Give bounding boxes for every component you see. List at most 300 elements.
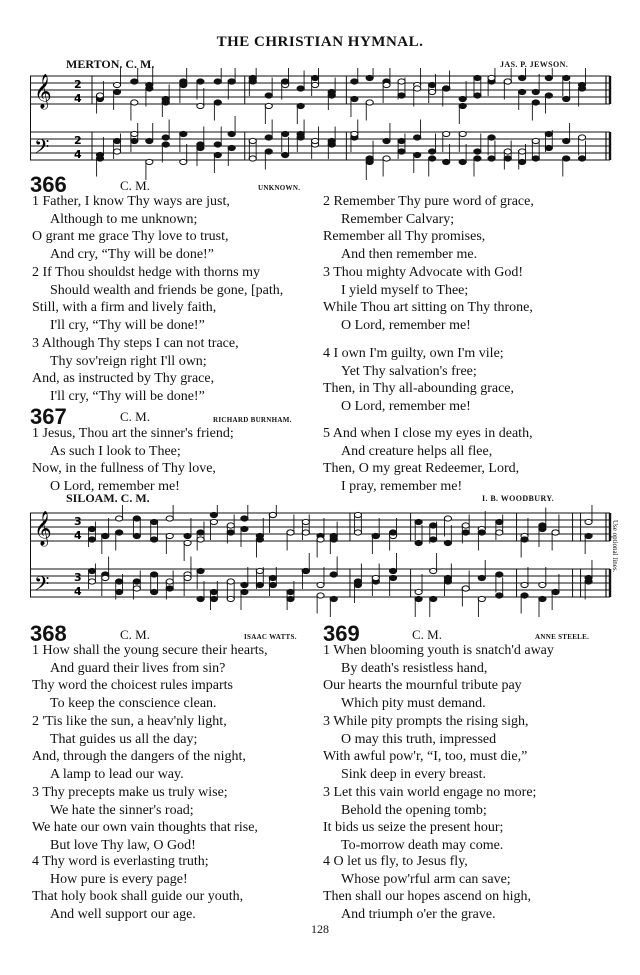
- stanza-369-3: [323, 784, 536, 854]
- verse-line: It bids us seize the present hour;: [323, 820, 504, 836]
- note-head: [113, 149, 120, 154]
- note-head: [443, 86, 450, 91]
- bass-clef-icon: 𝄢: [34, 135, 50, 163]
- time-signature: 4: [74, 148, 82, 161]
- verse-line: 3 Although Thy steps I can not trace,: [32, 336, 239, 351]
- note-head: [116, 516, 123, 521]
- note-head: [249, 75, 256, 80]
- note-head: [133, 533, 140, 538]
- note-head: [184, 575, 191, 580]
- note-head: [366, 75, 373, 80]
- stanza-367-3: [323, 264, 533, 334]
- note-head: [366, 100, 373, 105]
- treble-clef-icon: 𝄞: [34, 511, 52, 546]
- note-head: [151, 537, 158, 542]
- note-head: [241, 582, 248, 587]
- note-head: [383, 138, 390, 143]
- note-head: [474, 93, 481, 98]
- note-head: [415, 589, 422, 594]
- note-head: [496, 530, 503, 535]
- note-head: [532, 100, 539, 105]
- note-head: [414, 86, 421, 91]
- running-head: THE CHRISTIAN HYMNAL.: [216, 34, 424, 50]
- note-head: [228, 79, 235, 84]
- note-head: [429, 149, 436, 154]
- note-head: [330, 572, 337, 577]
- verse-line: 1 Father, I know Thy ways are just,: [32, 194, 230, 209]
- note-head: [116, 589, 123, 594]
- note-head: [519, 75, 526, 80]
- note-head: [180, 82, 187, 87]
- bass-clef-icon: 𝄢: [34, 572, 50, 600]
- note-head: [444, 575, 451, 580]
- note-head: [166, 533, 173, 538]
- note-head: [398, 149, 405, 154]
- verse-line: With awful pow'r, “I, too, must die,”: [323, 749, 528, 765]
- note-head: [88, 526, 95, 531]
- time-signature: 4: [74, 585, 82, 598]
- note-head: [398, 79, 405, 84]
- stanza-367-5: [323, 425, 533, 495]
- stanza-368-3: [32, 784, 258, 854]
- verse-line: Then, O my great Redeemer, Lord,: [323, 461, 520, 477]
- verse-line: 3 Thy precepts make us truly wise;: [32, 785, 228, 800]
- stanza-367-2: [323, 193, 534, 263]
- note-head: [256, 537, 263, 542]
- note-head: [96, 93, 103, 98]
- note-head: [96, 156, 103, 161]
- note-head: [227, 523, 234, 528]
- note-head: [389, 568, 396, 573]
- note-head: [496, 519, 503, 524]
- note-head: [131, 131, 138, 136]
- verse-line: Our hearts the mournful tribute pay: [323, 678, 522, 694]
- note-head: [462, 523, 469, 528]
- note-head: [162, 142, 169, 147]
- note-head: [302, 530, 309, 535]
- stanza-368-2: [32, 713, 246, 783]
- note-head: [131, 100, 138, 105]
- note-head: [430, 596, 437, 601]
- note-head: [287, 596, 294, 601]
- stanza-366-3: [32, 335, 239, 405]
- note-head: [545, 75, 552, 80]
- note-head: [578, 156, 585, 161]
- note-head: [214, 152, 221, 157]
- note-head: [459, 96, 466, 101]
- verse-line: 4 Thy word is everlasting truth;: [32, 854, 209, 869]
- note-head: [459, 131, 466, 136]
- note-head: [545, 131, 552, 136]
- note-head: [113, 82, 120, 87]
- time-signature: 2: [74, 78, 82, 91]
- note-head: [372, 533, 379, 538]
- note-head: [532, 138, 539, 143]
- time-signature: 3: [74, 571, 82, 584]
- note-head: [131, 79, 138, 84]
- note-head: [227, 596, 234, 601]
- note-head: [414, 152, 421, 157]
- note-head: [317, 537, 324, 542]
- note-head: [282, 152, 289, 157]
- note-head: [521, 582, 528, 587]
- note-head: [539, 596, 546, 601]
- composer-merton: JAS. P. JEWSON.: [500, 60, 569, 69]
- note-head: [146, 159, 153, 164]
- verse-line: Sink deep in every breast.: [341, 766, 487, 782]
- note-head: [366, 159, 373, 164]
- note-head: [578, 135, 585, 140]
- note-head: [265, 103, 272, 108]
- note-head: [545, 145, 552, 150]
- verse-line: Thy sov'reign right I'll own;: [50, 353, 207, 369]
- note-head: [184, 533, 191, 538]
- tune-name-siloam: SILOAM. C. M.: [66, 491, 150, 505]
- verse-line: 1 Jesus, Thou art the sinner's friend;: [32, 426, 234, 441]
- verse-line: And, through the dangers of the night,: [32, 749, 246, 765]
- note-head: [539, 526, 546, 531]
- music-score-siloam: [30, 505, 615, 617]
- verse-line: Remember all Thy promises,: [323, 229, 486, 245]
- note-head: [269, 575, 276, 580]
- note-head: [287, 530, 294, 535]
- verse-line: Still, with a firm and lively faith,: [32, 300, 217, 316]
- note-head: [429, 89, 436, 94]
- note-head: [330, 533, 337, 538]
- verse-line: O Lord, remember me!: [341, 398, 471, 414]
- note-head: [228, 131, 235, 136]
- note-head: [197, 568, 204, 573]
- author-366: UNKNOWN.: [258, 184, 301, 192]
- note-head: [88, 579, 95, 584]
- verse-line: 3 Thou mighty Advocate with God!: [323, 265, 523, 280]
- note-head: [256, 582, 263, 587]
- verse-line: 2 Remember Thy pure word of grace,: [323, 194, 534, 209]
- note-head: [265, 135, 272, 140]
- hymn-number-368: 368: [30, 621, 67, 646]
- note-head: [383, 156, 390, 161]
- note-head: [552, 530, 559, 535]
- verse-line: And guard their lives from sin?: [50, 660, 226, 676]
- verse-line: 1 When blooming youth is snatch'd away: [323, 643, 554, 658]
- verse-line: 3 Let this vain world engage no more;: [323, 785, 537, 800]
- verse-line: We hate the sinner's road;: [50, 802, 194, 818]
- meter-367: C. M.: [120, 409, 150, 424]
- verse-line: Whose pow'rful arm can save;: [341, 871, 511, 887]
- note-head: [197, 103, 204, 108]
- hymn-number-369: 369: [323, 621, 360, 646]
- note-head: [478, 530, 485, 535]
- note-head: [180, 131, 187, 136]
- note-head: [563, 96, 570, 101]
- meter-368: C. M.: [120, 627, 150, 642]
- verse-line: A lamp to lead our way.: [50, 766, 184, 782]
- note-head: [113, 89, 120, 94]
- note-head: [241, 526, 248, 531]
- note-head: [133, 586, 140, 591]
- stanza-368-1: [32, 642, 268, 712]
- verse-line: To-morrow death may come.: [341, 837, 504, 853]
- verse-line: Should wealth and friends be gone, [path,: [50, 282, 284, 298]
- note-head: [488, 135, 495, 140]
- note-head: [184, 540, 191, 545]
- tune-name-merton: MERTON. C. M.: [66, 57, 155, 71]
- note-head: [146, 86, 153, 91]
- note-head: [146, 138, 153, 143]
- stanza-366-1: [32, 193, 230, 263]
- note-head: [389, 530, 396, 535]
- note-head: [131, 138, 138, 143]
- note-head: [504, 79, 511, 84]
- note-head: [521, 593, 528, 598]
- verse-line: 4 I own I'm guilty, own I'm vile;: [323, 346, 504, 361]
- verse-line: O may this truth, impressed: [341, 731, 497, 747]
- composer-siloam: I. B. WOODBURY.: [482, 494, 555, 503]
- note-head: [162, 96, 169, 101]
- verse-line: O grant me grace Thy love to trust,: [32, 229, 229, 245]
- verse-line: And creature helps all flee,: [341, 443, 493, 459]
- note-head: [162, 135, 169, 140]
- note-head: [563, 156, 570, 161]
- note-head: [166, 579, 173, 584]
- time-signature: 4: [74, 92, 82, 105]
- verse-line: To keep the conscience clean.: [50, 695, 217, 711]
- note-head: [563, 75, 570, 80]
- note-head: [282, 131, 289, 136]
- note-head: [113, 138, 120, 143]
- verse-line: Now, in the fullness of Thy love,: [32, 461, 216, 477]
- verse-line: 2 If Thou shouldst hedge with thorns my: [32, 265, 261, 280]
- verse-line: 1 How shall the young secure their hearts,: [32, 643, 268, 658]
- note-head: [585, 579, 592, 584]
- verse-line: 5 And when I close my eyes in death,: [323, 426, 533, 441]
- verse-line: 2 'Tis like the sun, a heav'nly light,: [32, 714, 227, 729]
- time-signature: 2: [74, 134, 82, 147]
- note-head: [311, 82, 318, 87]
- side-note: Use optional lines.: [611, 520, 619, 573]
- note-head: [166, 516, 173, 521]
- stanza-369-1: [323, 642, 554, 712]
- verse-line: As such I look to Thee;: [50, 443, 181, 459]
- note-head: [532, 89, 539, 94]
- note-head: [459, 159, 466, 164]
- verse-line: Remember Calvary;: [341, 211, 455, 227]
- note-head: [102, 575, 109, 580]
- verse-line: Which pity must demand.: [341, 695, 486, 711]
- verse-line: We hate our own vain thoughts that rise,: [32, 820, 258, 836]
- note-head: [354, 582, 361, 587]
- note-head: [311, 138, 318, 143]
- note-head: [249, 138, 256, 143]
- verse-line: Although to me unknown;: [50, 211, 198, 227]
- note-head: [519, 149, 526, 154]
- note-head: [578, 86, 585, 91]
- note-head: [478, 575, 485, 580]
- note-head: [478, 596, 485, 601]
- note-head: [585, 519, 592, 524]
- note-head: [519, 159, 526, 164]
- verse-line: But love Thy law, O God!: [50, 837, 196, 853]
- verse-line: Then shall our hopes ascend on high,: [323, 889, 532, 905]
- note-head: [88, 537, 95, 542]
- note-head: [311, 75, 318, 80]
- meter-369: C. M.: [412, 627, 442, 642]
- author-367: RICHARD BURNHAM.: [213, 416, 292, 424]
- note-head: [539, 582, 546, 587]
- note-head: [351, 79, 358, 84]
- note-head: [444, 516, 451, 521]
- note-head: [210, 589, 217, 594]
- note-head: [197, 145, 204, 150]
- note-head: [398, 138, 405, 143]
- note-head: [354, 512, 361, 517]
- note-head: [180, 159, 187, 164]
- note-head: [496, 593, 503, 598]
- stanza-369-4: [323, 853, 531, 923]
- author-368: ISAAC WATTS.: [244, 633, 297, 641]
- note-head: [302, 568, 309, 573]
- note-head: [214, 100, 221, 105]
- meter-366: C. M.: [120, 178, 150, 193]
- verse-line: I pray, remember me!: [341, 478, 463, 494]
- note-head: [459, 103, 466, 108]
- note-head: [297, 131, 304, 136]
- note-head: [214, 142, 221, 147]
- note-head: [269, 512, 276, 517]
- note-head: [372, 575, 379, 580]
- note-head: [297, 103, 304, 108]
- note-head: [256, 568, 263, 573]
- note-head: [443, 131, 450, 136]
- verse-line: O Lord, remember me!: [341, 317, 471, 333]
- note-head: [496, 572, 503, 577]
- note-head: [430, 523, 437, 528]
- verse-line: Thy word the choicest rules imparts: [32, 678, 234, 694]
- verse-line: I'll cry, “Thy will be done!”: [50, 317, 205, 333]
- note-head: [532, 156, 539, 161]
- note-head: [166, 586, 173, 591]
- stanza-369-2: [323, 713, 528, 783]
- note-head: [429, 156, 436, 161]
- verse-line: 4 O let us fly, to Jesus fly,: [323, 854, 468, 869]
- note-head: [197, 79, 204, 84]
- page-number: 128: [311, 922, 329, 936]
- note-head: [116, 579, 123, 584]
- note-head: [210, 512, 217, 517]
- verse-line: 3 While pity prompts the rising sigh,: [323, 714, 529, 729]
- note-head: [210, 596, 217, 601]
- note-head: [116, 530, 123, 535]
- note-head: [398, 93, 405, 98]
- note-head: [488, 75, 495, 80]
- verse-line: And cry, “Thy will be done!”: [50, 246, 214, 262]
- note-head: [552, 589, 559, 594]
- note-head: [462, 530, 469, 535]
- note-head: [133, 516, 140, 521]
- note-head: [227, 579, 234, 584]
- note-head: [430, 568, 437, 573]
- note-head: [414, 135, 421, 140]
- verse-line: And triumph o'er the grave.: [341, 906, 496, 922]
- note-head: [197, 537, 204, 542]
- note-head: [430, 537, 437, 542]
- note-head: [197, 596, 204, 601]
- hymn-number-366: 366: [30, 172, 67, 197]
- verse-line: And then remember me.: [341, 246, 478, 262]
- note-head: [282, 79, 289, 84]
- note-head: [521, 537, 528, 542]
- note-head: [269, 582, 276, 587]
- verse-line: Behold the opening tomb;: [341, 802, 487, 818]
- note-head: [265, 93, 272, 98]
- note-head: [415, 596, 422, 601]
- note-head: [328, 138, 335, 143]
- verse-line: While Thou art sitting on Thy throne,: [323, 300, 533, 316]
- stanza-367-4: [323, 345, 514, 415]
- note-head: [563, 138, 570, 143]
- note-head: [415, 540, 422, 545]
- note-head: [351, 131, 358, 136]
- verse-line: O Lord, remember me!: [50, 478, 180, 494]
- author-369: ANNE STEELE.: [535, 633, 590, 641]
- stanza-367-1: [32, 425, 234, 495]
- note-head: [133, 579, 140, 584]
- note-head: [429, 82, 436, 87]
- verse-line: Then, in Thy all-abounding grace,: [323, 381, 515, 397]
- note-head: [227, 530, 234, 535]
- note-head: [519, 89, 526, 94]
- stanza-368-4: [32, 853, 243, 923]
- note-head: [545, 93, 552, 98]
- note-head: [265, 149, 272, 154]
- verse-line: I yield myself to Thee;: [341, 282, 469, 298]
- note-head: [462, 586, 469, 591]
- treble-clef-icon: 𝄞: [34, 74, 52, 109]
- note-head: [287, 589, 294, 594]
- note-head: [197, 530, 204, 535]
- note-head: [504, 149, 511, 154]
- note-head: [214, 79, 221, 84]
- note-head: [474, 149, 481, 154]
- verse-line: How pure is every page!: [50, 871, 188, 887]
- note-head: [474, 75, 481, 80]
- note-head: [444, 540, 451, 545]
- verse-line: And, as instructed by Thy grace,: [32, 371, 215, 387]
- note-head: [151, 572, 158, 577]
- note-head: [102, 533, 109, 538]
- time-signature: 4: [74, 529, 82, 542]
- note-head: [317, 582, 324, 587]
- note-head: [241, 589, 248, 594]
- verse-line: By death's resistless hand,: [341, 660, 488, 676]
- note-head: [328, 89, 335, 94]
- note-head: [210, 519, 217, 524]
- note-head: [443, 159, 450, 164]
- note-head: [302, 519, 309, 524]
- music-score-merton: [30, 68, 615, 180]
- time-signature: 3: [74, 515, 82, 528]
- note-head: [330, 596, 337, 601]
- note-head: [354, 530, 361, 535]
- note-head: [488, 156, 495, 161]
- note-head: [317, 593, 324, 598]
- note-head: [351, 96, 358, 101]
- verse-line: Yet Thy salvation's free;: [341, 363, 477, 379]
- note-head: [151, 519, 158, 524]
- note-head: [249, 156, 256, 161]
- note-head: [474, 156, 481, 161]
- note-head: [297, 86, 304, 91]
